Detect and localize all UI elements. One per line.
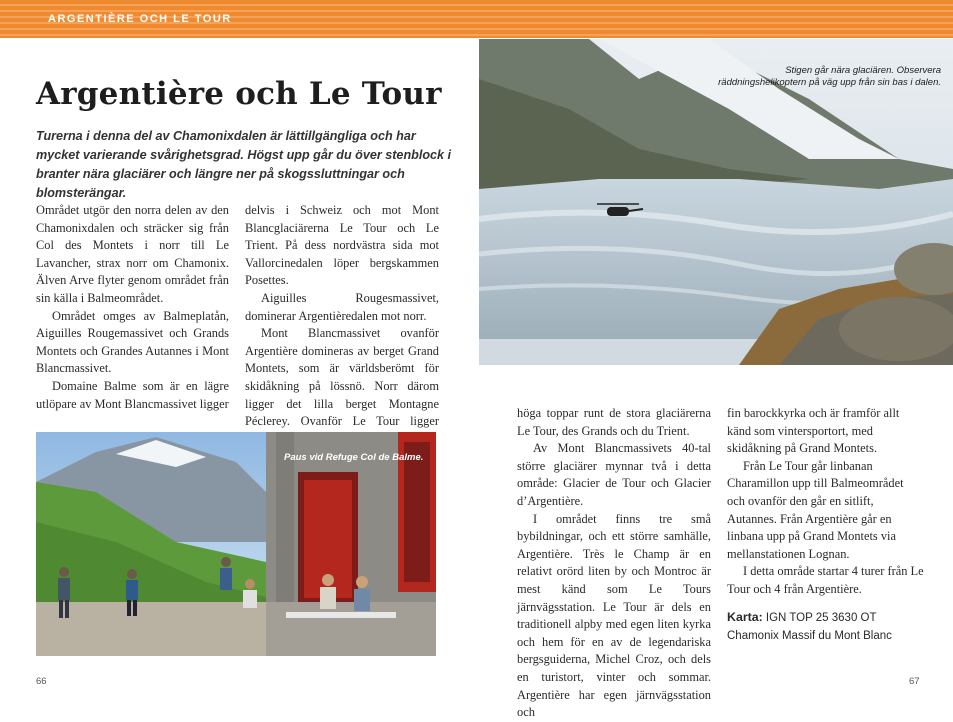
header-banner bbox=[0, 0, 953, 38]
paragraph: Domaine Balme som är en lägre utlöpare av Mont Blancmassivet ligger bbox=[36, 378, 229, 411]
refuge-photo bbox=[36, 432, 436, 656]
lead-paragraph: Turerna i denna del av Chamonixdalen är lättillgängliga och har mycket varierande svårighetsgrad. Högst upp går du över stenblock i branter nära glaciärer och längre ner på skogssluttningar och blomsterängar. bbox=[36, 129, 452, 200]
text-column-1 bbox=[36, 202, 229, 413]
map-value: IGN TOP 25 3630 OT Chamonix Massif du Mont Blanc bbox=[727, 611, 892, 643]
refuge-illustration bbox=[36, 432, 436, 656]
paragraph: delvis i Schweiz och mot Mont Blancglaciärerna Le Tour och Le Trient. På dess nordvästra sida mot Vallorcinedalen löper bergskammen Posettes. bbox=[245, 203, 439, 288]
paragraph: I området finns tre små bybildningar, och ett större samhälle, Argentière. Très le Champ är en relativt orörd liten by och Montroc är mest känd som Le Tours järnvägsstation. Le Tour är dels en traditionell alpby med egen liten kyrka och hem för en av de legendariska bergsguiderna, Michel Croz, och dels en turistort, vinter och sommar. Argentière har egen järnvägsstation och bbox=[517, 511, 711, 720]
paragraph: höga toppar runt de stora glaciärerna Le Tour, des Grands och du Trient. bbox=[517, 406, 711, 438]
paragraph: Området utgör den norra delen av den Chamonixdalen och sträcker sig från Col des Montets i norr till Le Lavancher, strax norr om Chamonix. Älven Arve flyter genom området från sin källa i Balmeområdet. bbox=[36, 203, 229, 305]
map-label: Karta: bbox=[727, 609, 763, 624]
text-column-3 bbox=[517, 405, 711, 722]
page-title: Argentière och Le Tour bbox=[36, 76, 442, 112]
page-number-left: 66 bbox=[36, 676, 47, 687]
glacier-photo bbox=[479, 39, 953, 365]
paragraph: I detta område startar 4 turer från Le Tour och 4 från Argentière. bbox=[727, 564, 924, 596]
refuge-photo-caption: Paus vid Refuge Col de Balme. bbox=[284, 452, 424, 463]
page-number-right: 67 bbox=[909, 676, 920, 687]
text-column-4 bbox=[727, 405, 924, 646]
running-header: ARGENTIÈRE OCH LE TOUR bbox=[48, 13, 232, 25]
paragraph: Området omges av Balmeplatån, Aiguilles Rougemassivet och Grands Montets och Grandes Autannes i Mont Blancmassivet. bbox=[36, 308, 229, 376]
paragraph: Av Mont Blancmassivets 40-tal större glaciärer mynnar två i detta område: Glacier de Tour och Glacier d’Argentière. bbox=[517, 441, 711, 508]
glacier-photo-caption: Stigen går nära glaciären. Observera räddningshelikoptern på väg upp från sin bas i dalen. bbox=[718, 65, 941, 88]
text-column-2 bbox=[245, 202, 439, 448]
paragraph: Från Le Tour går linbanan Charamillon upp till Balmeområdet och ovanför den går en sitlift, Autannes. Från Argentière går en linbana upp på Grand Montets via mellanstationen Lognan. bbox=[727, 458, 904, 561]
paragraph: Aiguilles Rougesmassivet, dominerar Argentièredalen mot norr. bbox=[245, 290, 439, 323]
paragraph: Mont Blancmassivet ovanför Argentière domineras av berget Grand Montets, som är världsberömt för skidåkning på lössnö. Norr därom ligger det lilla berget Montagne Péclerey. Ovanför Le Tour ligger bbox=[245, 326, 439, 429]
map-reference bbox=[727, 609, 924, 646]
paragraph: fin barockkyrka och är framför allt känd som vintersportort, med skidåkning på Grand Montets. bbox=[727, 406, 900, 456]
